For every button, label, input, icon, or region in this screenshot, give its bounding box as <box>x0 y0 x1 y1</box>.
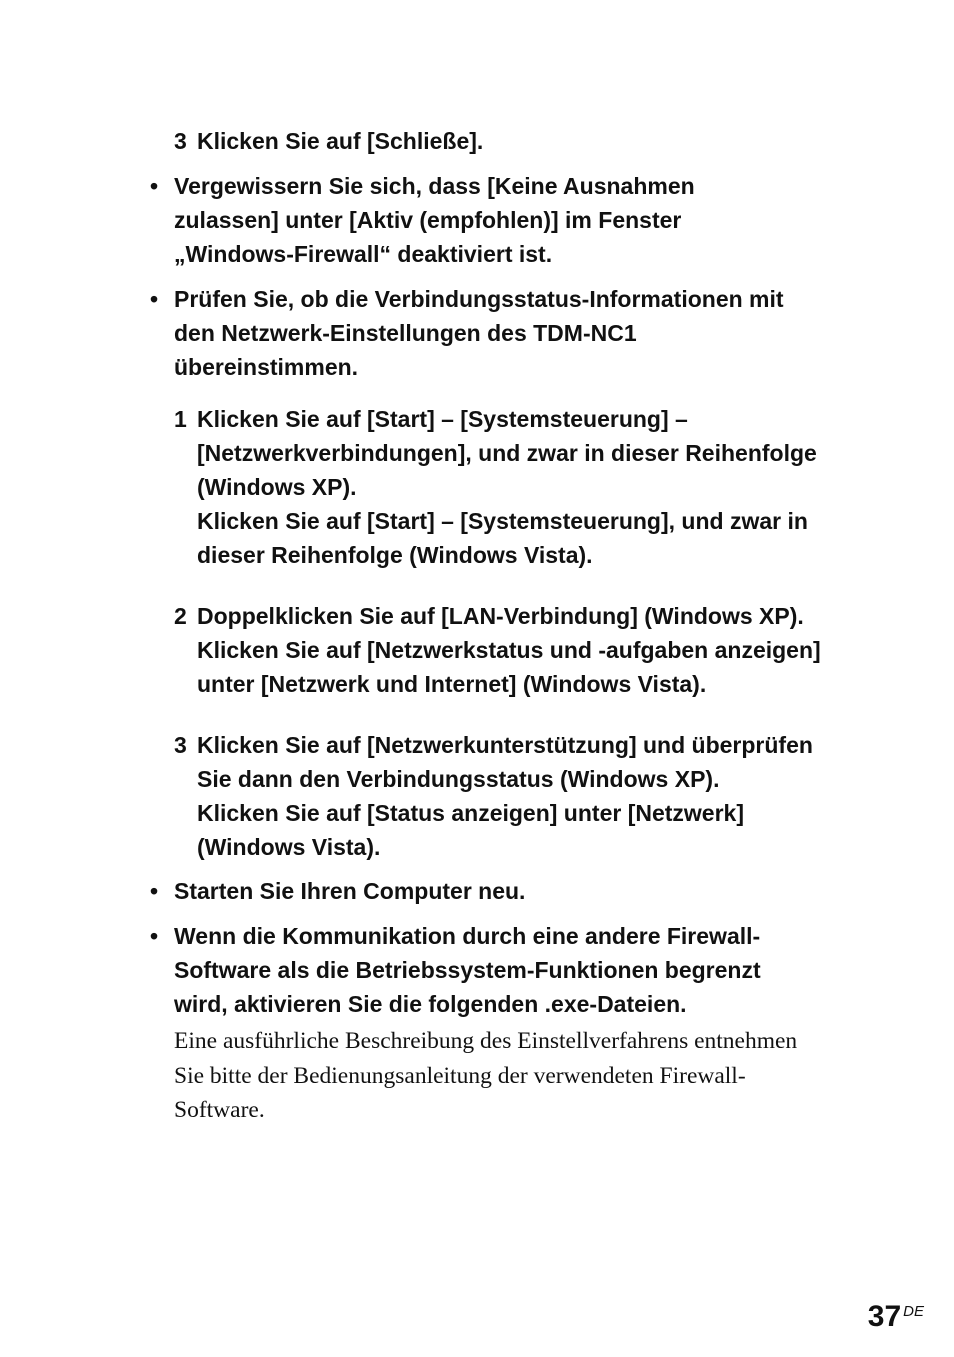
page-number <box>868 1300 924 1334</box>
step-text-line: dieser Reihenfolge (Windows Vista). <box>197 542 593 568</box>
step-close <box>174 124 874 158</box>
bullet-text-line: Wenn die Kommunikation durch eine andere Firewall- <box>174 923 761 949</box>
step-number: 3 <box>174 128 187 154</box>
bullet-firewall-exceptions <box>150 169 874 271</box>
step-text-line: unter [Netzwerk und Internet] (Windows Vista). <box>197 671 707 697</box>
bullet-text-line: übereinstimmen. <box>174 354 359 380</box>
step-text-line: Klicken Sie auf [Netzwerkunterstützung] und überprüfen <box>197 732 813 758</box>
page-number-value: 37 <box>867 1300 902 1333</box>
bullet-text-line: Software als die Betriebssystem-Funktionen begrenzt <box>174 957 761 983</box>
bullet-text-line: „Windows-Firewall“ deaktiviert ist. <box>174 241 553 267</box>
bullet-text-line: den Netzwerk-Einstellungen des TDM-NC1 <box>174 320 637 346</box>
step-number: 1 <box>174 406 187 432</box>
bullet-dot: • <box>150 286 159 312</box>
step-text-line: [Netzwerkverbindungen], und zwar in dieser Reihenfolge <box>197 440 817 466</box>
bullet-dot: • <box>150 923 159 949</box>
step-number: 2 <box>174 603 187 629</box>
firewall-description <box>174 1024 874 1128</box>
step-text-line: Klicken Sie auf [Netzwerkstatus und -aufgaben anzeigen] <box>197 637 821 663</box>
bullet-restart-computer <box>150 874 874 908</box>
step-number: 3 <box>174 732 187 758</box>
bullet-text-line: Prüfen Sie, ob die Verbindungsstatus-Informationen mit <box>174 286 784 312</box>
step-text-line: Klicken Sie auf [Start] – [Systemsteuerung], und zwar in <box>197 508 808 534</box>
bullet-other-firewall <box>150 919 874 1021</box>
substep-open-network-connections <box>174 402 874 572</box>
substep-lan-connection <box>174 599 874 701</box>
description-line: Eine ausführliche Beschreibung des Einstellverfahrens entnehmen <box>174 1028 798 1054</box>
description-line: Software. <box>174 1097 265 1123</box>
step-text-line: Doppelklicken Sie auf [LAN-Verbindung] (Windows XP). <box>197 603 804 629</box>
bullet-dot: • <box>150 878 159 904</box>
bullet-connection-status <box>150 282 874 384</box>
description-line: Sie bitte der Bedienungsanleitung der verwendeten Firewall- <box>174 1062 746 1089</box>
substep-network-support <box>174 728 874 864</box>
step-text-line: Klicken Sie auf [Status anzeigen] unter [Netzwerk] <box>197 800 745 826</box>
bullet-text-line: Starten Sie Ihren Computer neu. <box>174 878 526 904</box>
step-text-line: (Windows XP). <box>197 474 357 500</box>
bullet-text-line: zulassen] unter [Aktiv (empfohlen)] im Fenster <box>174 207 682 233</box>
bullet-text-line: Vergewissern Sie sich, dass [Keine Ausnahmen <box>174 173 695 199</box>
step-text-line: (Windows Vista). <box>197 834 381 860</box>
page-language-suffix: DE <box>903 1303 924 1320</box>
step-text-line: Klicken Sie auf [Schließe]. <box>197 128 484 154</box>
bullet-dot: • <box>150 173 159 199</box>
step-text-line: Sie dann den Verbindungsstatus (Windows XP). <box>197 766 720 792</box>
bullet-text-line: wird, aktivieren Sie die folgenden .exe-Dateien. <box>174 991 687 1017</box>
step-text-line: Klicken Sie auf [Start] – [Systemsteuerung] – <box>197 406 688 432</box>
